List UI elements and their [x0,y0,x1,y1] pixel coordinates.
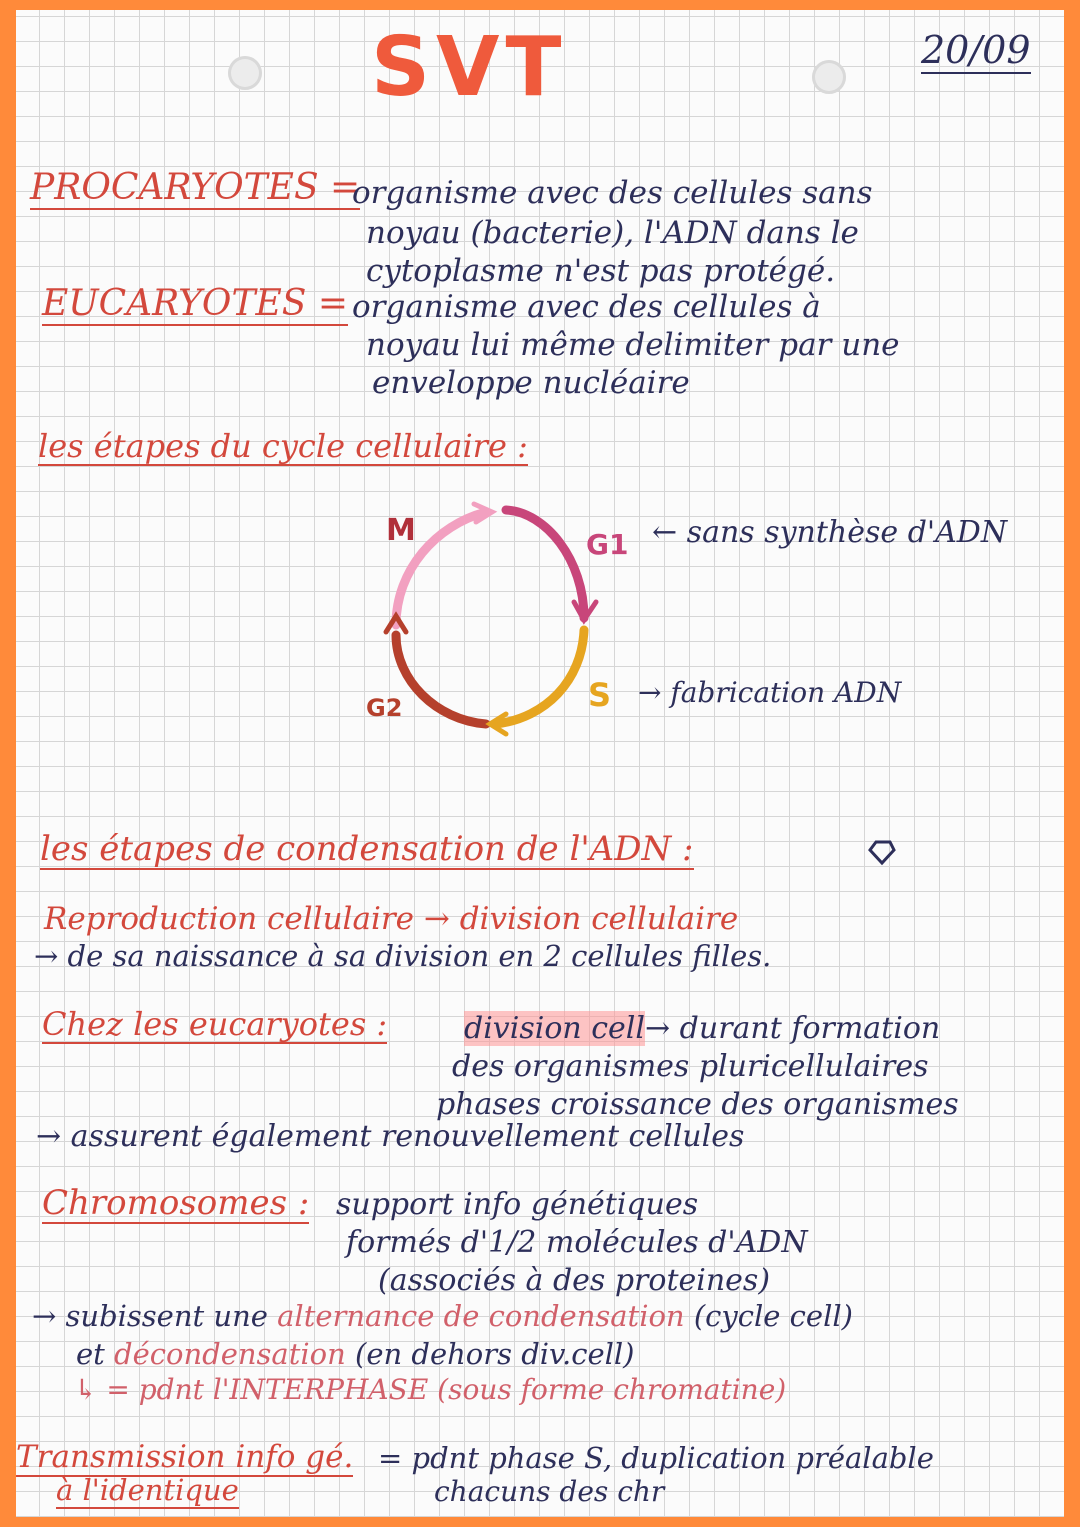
chromosomes-line [32,1299,853,1333]
page-title: SVT [371,20,568,115]
text-segment: (cycle cell) [693,1299,853,1333]
cycle-heading: les étapes du cycle cellulaire : [38,427,528,465]
highlighted-term: division cell [464,1011,645,1046]
transmission-label: Transmission info gé. [16,1439,354,1475]
binder-hole [812,60,846,94]
text-segment: chromatine [613,1373,776,1406]
eucaryotes-definition-line: organisme avec des cellules à [352,289,821,325]
chromosomes-label: Chromosomes : [42,1183,310,1223]
s-note: → fabrication ADN [638,676,902,709]
phase-label-s: S [588,676,612,714]
text-segment: alternance de condensation [277,1299,685,1333]
notebook-page [16,10,1064,1517]
text-segment: ) [775,1373,787,1406]
binder-hole [228,56,262,90]
chromosomes-line: (associés à des proteines) [378,1263,771,1298]
eucaryotes-label: Chez les eucaryotes : [42,1005,388,1043]
eucaryotes-line: phases croissance des organismes [436,1087,959,1122]
chromosomes-line [74,1373,787,1406]
diamond-icon [868,838,896,866]
transmission-line: chacuns des chr [434,1475,665,1508]
procaryotes-definition-line: organisme avec des cellules sans [352,175,873,211]
eucaryotes-line: des organismes pluricellulaires [452,1049,929,1084]
cycle-arc-s [496,630,584,724]
text-segment: (en dehors div.cell) [355,1337,635,1371]
condensation-heading: les étapes de condensation de l'ADN : [40,829,694,869]
eucaryotes-definition-line: noyau lui même delimiter par une [366,327,900,363]
text-segment: décondensation [114,1337,346,1371]
chromosomes-line: formés d'1/2 molécules d'ADN [346,1225,808,1260]
transmission-line: = pdnt phase S, duplication préalable [378,1441,934,1475]
procaryotes-definition-line: noyau (bacterie), l'ADN dans le [366,215,859,251]
eucaryotes-line [464,1011,941,1046]
text-segment: et [76,1337,105,1371]
procaryotes-term: PROCARYOTES = [30,167,361,208]
phase-label-g2: G2 [366,694,403,722]
cell-cycle-diagram [356,490,1056,760]
cycle-arc-g2 [396,635,486,724]
date-label: 20/09 [921,28,1031,72]
reproduction-detail: → de sa naissance à sa division en 2 cellules filles. [34,939,772,973]
procaryotes-definition-line: cytoplasme n'est pas protégé. [366,253,836,289]
phase-label-m: M [386,513,416,548]
reproduction-line: Reproduction cellulaire → division cellulaire [44,901,739,937]
text-segment: → subissent une [32,1299,268,1333]
text-segment: ↳ = pdnt l'INTERPHASE (sous forme [74,1373,605,1406]
eucaryotes-line-rest: → durant formation [645,1011,941,1046]
eucaryotes-term: EUCARYOTES = [42,283,348,324]
eucaryotes-definition-line: enveloppe nucléaire [372,365,690,401]
eucaryotes-line: → assurent également renouvellement cellules [36,1119,745,1154]
phase-label-g1: G1 [586,528,629,561]
transmission-label: à l'identique [56,1473,239,1507]
chromosomes-line [76,1337,635,1371]
g1-note: ← sans synthèse d'ADN [652,515,1008,550]
chromosomes-line: support info génétiques [336,1187,699,1222]
